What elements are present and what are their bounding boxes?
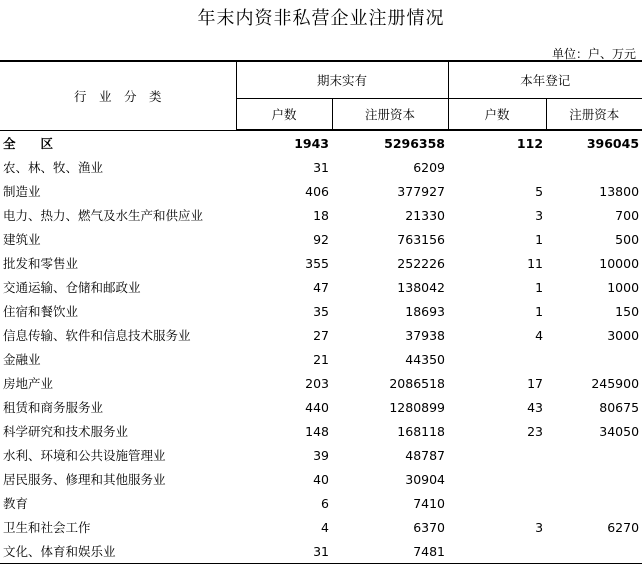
cell-capital-new: 34050 (599, 423, 640, 439)
cell-capital-end: 377927 (397, 183, 446, 199)
cell-households-new (448, 539, 546, 564)
row-name: 制造业 (3, 184, 41, 199)
table-row (0, 443, 642, 467)
row-name: 住宿和餐饮业 (3, 304, 79, 319)
cell-capital-new (546, 347, 642, 371)
cell-households-end: 40 (313, 471, 329, 487)
table-body (0, 130, 642, 564)
table-row (0, 467, 642, 491)
row-name: 全 区 (3, 135, 54, 151)
cell-households-end: 39 (313, 447, 329, 463)
cell-capital-end: 1280899 (389, 399, 446, 415)
cell-capital-end: 30904 (405, 471, 446, 487)
cell-capital-new (546, 491, 642, 515)
header-households-2: 户数 (448, 99, 546, 131)
header-capital-1: 注册资本 (332, 99, 448, 131)
row-name: 房地产业 (3, 376, 54, 391)
cell-capital-end: 5296358 (384, 135, 446, 151)
cell-capital-new: 10000 (599, 255, 640, 271)
row-name: 农、林、牧、渔业 (3, 160, 104, 175)
page-title: 年末内资非私营企业注册情况 (197, 8, 445, 29)
row-name: 金融业 (3, 352, 41, 367)
cell-capital-end: 7410 (413, 495, 446, 511)
table-row (0, 155, 642, 179)
cell-households-end: 27 (313, 327, 329, 343)
table-row (0, 371, 642, 395)
table-row (0, 130, 642, 155)
row-name: 交通运输、仓储和邮政业 (3, 280, 141, 295)
cell-households-end: 31 (236, 539, 332, 564)
header-households-1: 户数 (236, 99, 332, 131)
cell-capital-new (546, 443, 642, 467)
cell-households-end: 406 (305, 183, 329, 199)
row-name: 批发和零售业 (3, 256, 79, 271)
cell-households-new: 3 (535, 519, 544, 535)
cell-capital-end: 2086518 (389, 375, 446, 391)
cell-households-end: 148 (305, 423, 329, 439)
cell-households-end: 1943 (294, 135, 329, 151)
cell-households-end: 6 (321, 495, 329, 511)
cell-households-new (448, 467, 546, 491)
cell-households-new: 23 (527, 423, 544, 439)
cell-capital-end: 48787 (405, 447, 446, 463)
table-row (0, 251, 642, 275)
cell-capital-end: 37938 (405, 327, 446, 343)
table-row (0, 491, 642, 515)
row-name: 租赁和商务服务业 (3, 400, 104, 415)
cell-households-end: 355 (305, 255, 329, 271)
cell-households-new (448, 347, 546, 371)
cell-households-new (448, 491, 546, 515)
row-name: 建筑业 (3, 232, 41, 247)
row-name: 水利、环境和公共设施管理业 (3, 448, 166, 463)
table-row (0, 323, 642, 347)
cell-capital-end: 21330 (405, 207, 446, 223)
table-row (0, 179, 642, 203)
cell-households-new (448, 155, 546, 179)
cell-capital-end: 44350 (405, 351, 446, 367)
cell-capital-new: 6270 (607, 519, 640, 535)
cell-capital-new: 80675 (599, 399, 640, 415)
table-row (0, 227, 642, 251)
cell-households-end: 31 (313, 159, 329, 175)
row-name: 文化、体育和娱乐业 (0, 539, 236, 564)
cell-households-new: 1 (535, 279, 544, 295)
table-row (0, 203, 642, 227)
statistics-table (0, 60, 642, 564)
cell-households-end: 440 (305, 399, 329, 415)
cell-capital-new: 396045 (586, 135, 640, 151)
table-row (0, 395, 642, 419)
row-name: 科学研究和技术服务业 (3, 424, 129, 439)
header-year-registered: 本年登记 (448, 61, 642, 99)
cell-capital-end: 7481 (332, 539, 448, 564)
cell-capital-end: 18693 (405, 303, 446, 319)
cell-capital-end: 138042 (397, 279, 446, 295)
cell-households-end: 92 (313, 231, 329, 247)
row-name: 卫生和社会工作 (3, 520, 91, 535)
cell-households-end: 47 (313, 279, 329, 295)
cell-capital-new (546, 539, 642, 564)
cell-capital-end: 252226 (397, 255, 446, 271)
table-row (0, 299, 642, 323)
cell-capital-new: 500 (615, 231, 640, 247)
cell-households-end: 18 (313, 207, 329, 223)
cell-households-new (448, 443, 546, 467)
table-row (0, 515, 642, 539)
cell-capital-end: 763156 (397, 231, 446, 247)
table-row (0, 275, 642, 299)
cell-households-end: 35 (313, 303, 329, 319)
cell-capital-new: 3000 (607, 327, 640, 343)
cell-capital-new: 1000 (607, 279, 640, 295)
cell-capital-new: 700 (615, 207, 640, 223)
table-row (0, 419, 642, 443)
cell-capital-new: 150 (615, 303, 640, 319)
row-name: 居民服务、修理和其他服务业 (3, 472, 166, 487)
cell-households-new: 17 (527, 375, 544, 391)
header-period-end: 期末实有 (236, 61, 448, 99)
row-name: 电力、热力、燃气及水生产和供应业 (3, 208, 204, 223)
cell-households-new: 112 (516, 135, 544, 151)
cell-households-new: 4 (535, 327, 544, 343)
cell-capital-end: 168118 (397, 423, 446, 439)
row-name: 信息传输、软件和信息技术服务业 (3, 328, 191, 343)
header-category: 行 业 分 类 (0, 61, 236, 130)
cell-households-new: 1 (535, 231, 544, 247)
cell-capital-new (546, 155, 642, 179)
cell-capital-new: 245900 (591, 375, 640, 391)
cell-households-end: 4 (321, 519, 329, 535)
cell-households-new: 11 (527, 255, 544, 271)
cell-households-new: 5 (535, 183, 544, 199)
cell-households-end: 21 (313, 351, 329, 367)
cell-capital-new (546, 467, 642, 491)
row-name: 教育 (3, 496, 29, 511)
cell-households-new: 3 (535, 207, 544, 223)
cell-capital-end: 6209 (413, 159, 446, 175)
cell-households-new: 43 (527, 399, 544, 415)
cell-capital-new: 13800 (599, 183, 640, 199)
cell-capital-end: 6370 (413, 519, 446, 535)
header-capital-2: 注册资本 (546, 99, 642, 131)
cell-households-end: 203 (305, 375, 329, 391)
cell-households-new: 1 (535, 303, 544, 319)
table-row (0, 347, 642, 371)
table-row (0, 539, 642, 564)
unit-label: 单位：户、万元 (551, 47, 636, 61)
